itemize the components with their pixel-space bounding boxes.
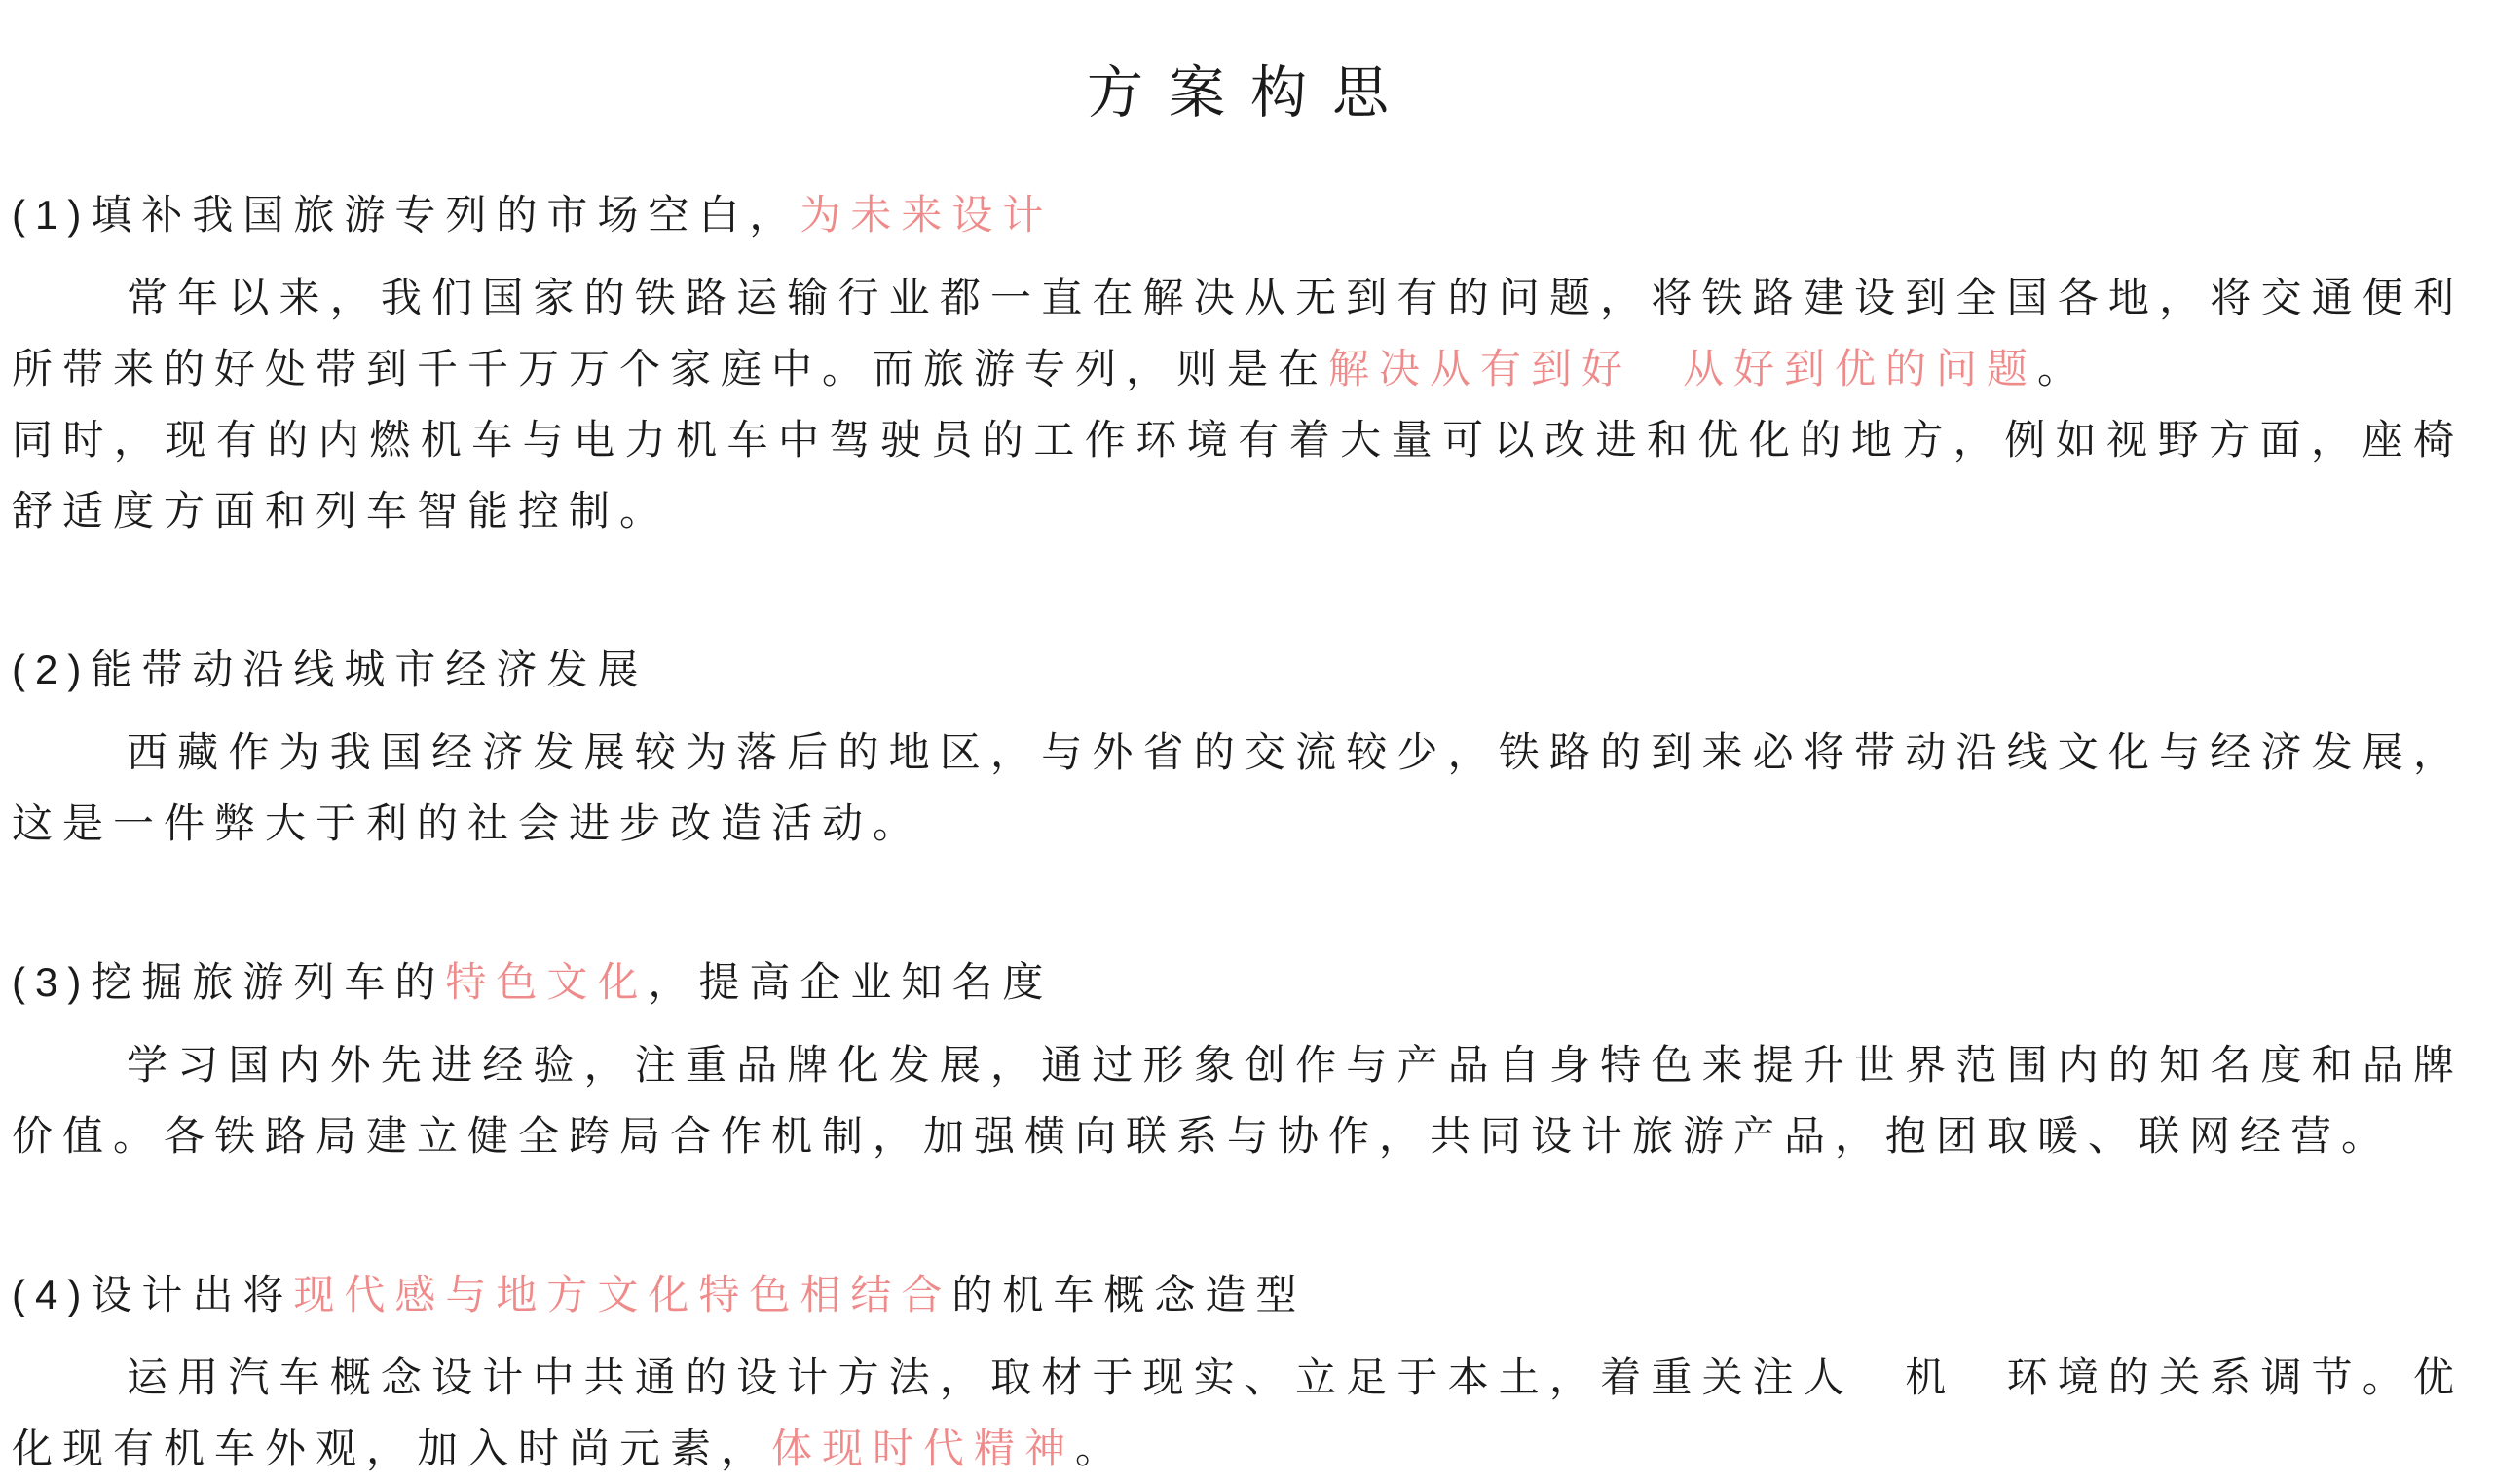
sections-container xyxy=(12,179,2464,1484)
section-heading xyxy=(12,179,2464,250)
section-heading xyxy=(12,946,2464,1018)
text-segment: 学习国内外先进经验，注重品牌化发展，通过形象创作与产品自身特色来提升世界范围内的知名度和品牌价值。各铁路局建立健全跨局合作机制，加强横向联系与协作，共同设计旅游产品，抱团取暖、联网经营。 xyxy=(12,1042,2464,1159)
text-segment: 。 xyxy=(2037,346,2089,391)
paragraph xyxy=(12,717,2464,859)
text-segment: (4)设计出将 xyxy=(12,1272,294,1317)
paragraph xyxy=(12,1029,2464,1171)
accent-text-segment: 现代感与地方文化特色相结合 xyxy=(293,1272,952,1317)
accent-text-segment: 体现时代精神 xyxy=(771,1426,1076,1471)
text-segment: 西藏作为我国经济发展较为落后的地区，与外省的交流较少，铁路的到来必将带动沿线文化与经济发展，这是一件弊大于利的社会进步改造活动。 xyxy=(12,729,2464,846)
text-segment: ，提高企业知名度 xyxy=(648,959,1054,1005)
text-segment: (1)填补我国旅游专列的市场空白， xyxy=(12,192,800,238)
paragraph xyxy=(12,404,2464,546)
section-4 xyxy=(12,1259,2464,1484)
accent-text-segment: 解决从有到好 从好到优的问题 xyxy=(1328,346,2038,391)
accent-text-segment: 特色文化 xyxy=(445,959,649,1005)
accent-text-segment: 为未来设计 xyxy=(800,192,1054,238)
section-heading xyxy=(12,634,2464,705)
section-heading xyxy=(12,1259,2464,1330)
text-segment: 的机车概念造型 xyxy=(951,1272,1307,1317)
paragraph xyxy=(12,262,2464,404)
text-segment: 。 xyxy=(1075,1426,1127,1471)
text-segment: (2)能带动沿线城市经济发展 xyxy=(12,647,649,692)
paragraph xyxy=(12,1342,2464,1484)
page-title: 方案构思 xyxy=(1086,61,1414,125)
text-segment: 常年以来，我们国家的铁路运输行业都一直在解决从无到有的问题，将铁路建设到全国各地，将交通便利所带来的好处带到千千万万个家庭中。而旅游专列，则是在 xyxy=(12,275,2464,391)
section-2 xyxy=(12,634,2464,859)
text-segment: (3)挖掘旅游列车的 xyxy=(12,959,446,1005)
section-3 xyxy=(12,946,2464,1171)
text-segment: 同时，现有的内燃机车与电力机车中驾驶员的工作环境有着大量可以改进和优化的地方，例如视野方面，座椅舒适度方面和列车智能控制。 xyxy=(12,417,2464,534)
text-segment: 运用汽车概念设计中共通的设计方法，取材于现实、立足于本土，着重关注人 机 环境的关系调节。优化现有机车外观，加入时尚元素， xyxy=(12,1354,2464,1471)
section-1 xyxy=(12,179,2464,546)
